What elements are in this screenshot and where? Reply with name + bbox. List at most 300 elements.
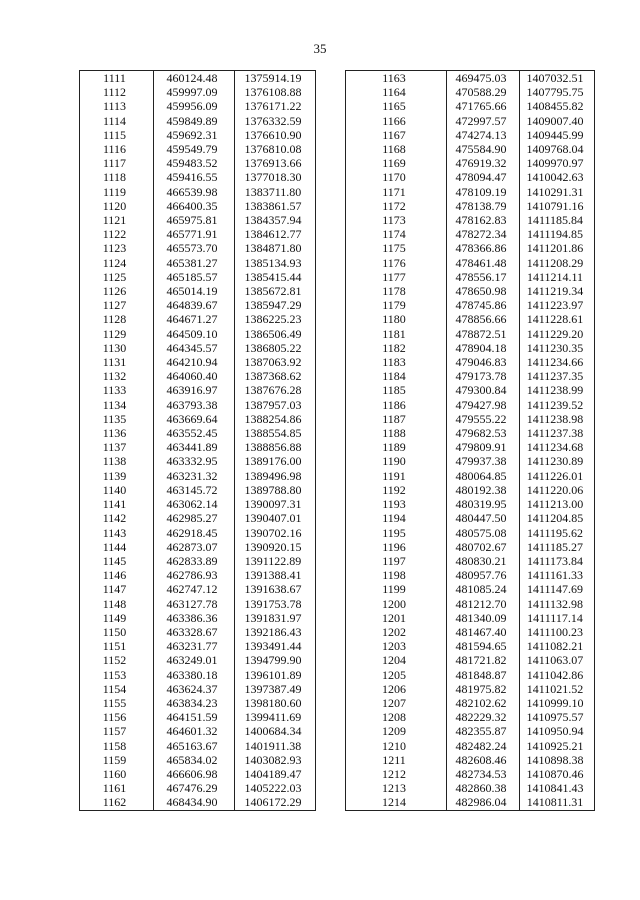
point-id-cell: 1143 — [80, 526, 154, 540]
northing-cell: 1411021.52 — [520, 682, 595, 696]
northing-cell: 1390702.16 — [235, 526, 316, 540]
table-row — [80, 582, 316, 596]
easting-cell: 463669.64 — [154, 412, 235, 426]
point-id-cell: 1123 — [80, 241, 154, 255]
easting-cell: 462985.27 — [154, 511, 235, 525]
point-id-cell: 1113 — [80, 99, 154, 113]
table-row — [346, 142, 595, 156]
point-id-cell: 1156 — [80, 710, 154, 724]
northing-cell: 1410975.57 — [520, 710, 595, 724]
point-id-cell: 1116 — [80, 142, 154, 156]
point-id-cell: 1121 — [80, 213, 154, 227]
easting-cell: 479555.22 — [447, 412, 520, 426]
table-row — [80, 540, 316, 554]
easting-cell: 463916.97 — [154, 383, 235, 397]
easting-cell: 463552.45 — [154, 426, 235, 440]
northing-cell: 1376108.88 — [235, 85, 316, 99]
table-row — [346, 412, 595, 426]
point-id-cell: 1197 — [346, 554, 447, 568]
easting-cell: 480319.95 — [447, 497, 520, 511]
table-row — [346, 483, 595, 497]
table-row — [346, 710, 595, 724]
northing-cell: 1385672.81 — [235, 284, 316, 298]
easting-cell: 459692.31 — [154, 128, 235, 142]
northing-cell: 1410898.38 — [520, 753, 595, 767]
point-id-cell: 1208 — [346, 710, 447, 724]
easting-cell: 466400.35 — [154, 199, 235, 213]
easting-cell: 463249.01 — [154, 653, 235, 667]
point-id-cell: 1204 — [346, 653, 447, 667]
easting-cell: 479300.84 — [447, 383, 520, 397]
northing-cell: 1411223.97 — [520, 298, 595, 312]
easting-cell: 475584.90 — [447, 142, 520, 156]
easting-cell: 462747.12 — [154, 582, 235, 596]
northing-cell: 1393491.44 — [235, 639, 316, 653]
point-id-cell: 1180 — [346, 312, 447, 326]
easting-cell: 482608.46 — [447, 753, 520, 767]
point-id-cell: 1159 — [80, 753, 154, 767]
northing-cell: 1404189.47 — [235, 767, 316, 781]
easting-cell: 465381.27 — [154, 256, 235, 270]
table-row — [346, 298, 595, 312]
table-row — [80, 668, 316, 682]
point-id-cell: 1187 — [346, 412, 447, 426]
table-row — [80, 597, 316, 611]
northing-cell: 1410791.16 — [520, 199, 595, 213]
northing-cell: 1407032.51 — [520, 71, 595, 86]
point-id-cell: 1170 — [346, 170, 447, 184]
table-row — [80, 256, 316, 270]
northing-cell: 1411237.35 — [520, 369, 595, 383]
table-row — [346, 781, 595, 795]
easting-cell: 478904.18 — [447, 341, 520, 355]
table-row — [80, 568, 316, 582]
northing-cell: 1411147.69 — [520, 582, 595, 596]
table-row — [80, 724, 316, 738]
table-row — [80, 454, 316, 468]
table-row — [80, 739, 316, 753]
point-id-cell: 1193 — [346, 497, 447, 511]
table-row — [346, 668, 595, 682]
easting-cell: 482986.04 — [447, 795, 520, 810]
easting-cell: 478109.19 — [447, 185, 520, 199]
table-row — [80, 114, 316, 128]
easting-cell: 464345.57 — [154, 341, 235, 355]
easting-cell: 460124.48 — [154, 71, 235, 86]
table-row — [80, 511, 316, 525]
northing-cell: 1384357.94 — [235, 213, 316, 227]
point-id-cell: 1151 — [80, 639, 154, 653]
easting-cell: 466539.98 — [154, 185, 235, 199]
easting-cell: 464210.94 — [154, 355, 235, 369]
point-id-cell: 1179 — [346, 298, 447, 312]
easting-cell: 464601.32 — [154, 724, 235, 738]
point-id-cell: 1145 — [80, 554, 154, 568]
northing-cell: 1375914.19 — [235, 71, 316, 86]
point-id-cell: 1211 — [346, 753, 447, 767]
northing-cell: 1411239.52 — [520, 398, 595, 412]
northing-cell: 1387957.03 — [235, 398, 316, 412]
easting-cell: 480575.08 — [447, 526, 520, 540]
northing-cell: 1391388.41 — [235, 568, 316, 582]
table-row — [80, 341, 316, 355]
point-id-cell: 1120 — [80, 199, 154, 213]
table-row — [80, 327, 316, 341]
table-row — [346, 398, 595, 412]
northing-cell: 1390097.31 — [235, 497, 316, 511]
point-id-cell: 1146 — [80, 568, 154, 582]
easting-cell: 478650.98 — [447, 284, 520, 298]
northing-cell: 1410950.94 — [520, 724, 595, 738]
northing-cell: 1411185.84 — [520, 213, 595, 227]
point-id-cell: 1130 — [80, 341, 154, 355]
point-id-cell: 1153 — [80, 668, 154, 682]
table-row — [80, 440, 316, 454]
northing-cell: 1411204.85 — [520, 511, 595, 525]
point-id-cell: 1163 — [346, 71, 447, 86]
point-id-cell: 1114 — [80, 114, 154, 128]
northing-cell: 1411226.01 — [520, 469, 595, 483]
easting-cell: 463834.23 — [154, 696, 235, 710]
point-id-cell: 1152 — [80, 653, 154, 667]
easting-cell: 464060.40 — [154, 369, 235, 383]
point-id-cell: 1181 — [346, 327, 447, 341]
point-id-cell: 1185 — [346, 383, 447, 397]
table-row — [346, 85, 595, 99]
easting-cell: 467476.29 — [154, 781, 235, 795]
point-id-cell: 1195 — [346, 526, 447, 540]
point-id-cell: 1166 — [346, 114, 447, 128]
point-id-cell: 1177 — [346, 270, 447, 284]
point-id-cell: 1132 — [80, 369, 154, 383]
table-row — [80, 369, 316, 383]
point-id-cell: 1172 — [346, 199, 447, 213]
northing-cell: 1383861.57 — [235, 199, 316, 213]
northing-cell: 1398180.60 — [235, 696, 316, 710]
northing-cell: 1411229.20 — [520, 327, 595, 341]
point-id-cell: 1206 — [346, 682, 447, 696]
easting-cell: 479173.78 — [447, 369, 520, 383]
table-row — [346, 696, 595, 710]
point-id-cell: 1138 — [80, 454, 154, 468]
point-id-cell: 1202 — [346, 625, 447, 639]
table-row — [346, 71, 595, 86]
easting-cell: 478094.47 — [447, 170, 520, 184]
northing-cell: 1411161.33 — [520, 568, 595, 582]
northing-cell: 1376913.66 — [235, 156, 316, 170]
easting-cell: 462833.89 — [154, 554, 235, 568]
easting-cell: 463793.38 — [154, 398, 235, 412]
table-row — [80, 696, 316, 710]
easting-cell: 471765.66 — [447, 99, 520, 113]
table-row — [346, 753, 595, 767]
table-row — [80, 767, 316, 781]
northing-cell: 1411100.23 — [520, 625, 595, 639]
easting-cell: 463062.14 — [154, 497, 235, 511]
point-id-cell: 1182 — [346, 341, 447, 355]
coordinate-table-right — [345, 70, 595, 811]
point-id-cell: 1212 — [346, 767, 447, 781]
point-id-cell: 1199 — [346, 582, 447, 596]
point-id-cell: 1162 — [80, 795, 154, 810]
point-id-cell: 1201 — [346, 611, 447, 625]
northing-cell: 1399411.69 — [235, 710, 316, 724]
northing-cell: 1391753.78 — [235, 597, 316, 611]
point-id-cell: 1176 — [346, 256, 447, 270]
point-id-cell: 1136 — [80, 426, 154, 440]
easting-cell: 466606.98 — [154, 767, 235, 781]
table-row — [346, 369, 595, 383]
point-id-cell: 1157 — [80, 724, 154, 738]
table-row — [346, 582, 595, 596]
table-row — [80, 753, 316, 767]
northing-cell: 1391122.89 — [235, 554, 316, 568]
table-row — [346, 739, 595, 753]
easting-cell: 482102.62 — [447, 696, 520, 710]
table-row — [346, 114, 595, 128]
table-row — [346, 497, 595, 511]
easting-cell: 482355.87 — [447, 724, 520, 738]
northing-cell: 1409970.97 — [520, 156, 595, 170]
easting-cell: 469475.03 — [447, 71, 520, 86]
point-id-cell: 1117 — [80, 156, 154, 170]
table-row — [346, 312, 595, 326]
easting-cell: 480830.21 — [447, 554, 520, 568]
point-id-cell: 1196 — [346, 540, 447, 554]
northing-cell: 1394799.90 — [235, 653, 316, 667]
point-id-cell: 1150 — [80, 625, 154, 639]
point-id-cell: 1125 — [80, 270, 154, 284]
table-row — [346, 540, 595, 554]
table-row — [346, 355, 595, 369]
northing-cell: 1411208.29 — [520, 256, 595, 270]
northing-cell: 1411219.34 — [520, 284, 595, 298]
easting-cell: 480447.50 — [447, 511, 520, 525]
table-row — [80, 653, 316, 667]
northing-cell: 1411117.14 — [520, 611, 595, 625]
easting-cell: 478138.79 — [447, 199, 520, 213]
easting-cell: 464671.27 — [154, 312, 235, 326]
easting-cell: 463328.67 — [154, 625, 235, 639]
point-id-cell: 1200 — [346, 597, 447, 611]
easting-cell: 480192.38 — [447, 483, 520, 497]
table-row — [80, 554, 316, 568]
point-id-cell: 1190 — [346, 454, 447, 468]
table-row — [346, 724, 595, 738]
easting-cell: 476919.32 — [447, 156, 520, 170]
point-id-cell: 1171 — [346, 185, 447, 199]
point-id-cell: 1155 — [80, 696, 154, 710]
table-row — [346, 341, 595, 355]
table-row — [80, 710, 316, 724]
table-row — [80, 170, 316, 184]
easting-cell: 464151.59 — [154, 710, 235, 724]
table-row — [80, 526, 316, 540]
northing-cell: 1411185.27 — [520, 540, 595, 554]
table-row — [346, 454, 595, 468]
easting-cell: 480702.67 — [447, 540, 520, 554]
point-id-cell: 1194 — [346, 511, 447, 525]
northing-cell: 1386506.49 — [235, 327, 316, 341]
northing-cell: 1384871.80 — [235, 241, 316, 255]
point-id-cell: 1169 — [346, 156, 447, 170]
easting-cell: 478856.66 — [447, 312, 520, 326]
northing-cell: 1390407.01 — [235, 511, 316, 525]
point-id-cell: 1214 — [346, 795, 447, 810]
easting-cell: 470588.29 — [447, 85, 520, 99]
easting-cell: 482482.24 — [447, 739, 520, 753]
point-id-cell: 1137 — [80, 440, 154, 454]
easting-cell: 481721.82 — [447, 653, 520, 667]
northing-cell: 1410925.21 — [520, 739, 595, 753]
northing-cell: 1411194.85 — [520, 227, 595, 241]
easting-cell: 474274.13 — [447, 128, 520, 142]
point-id-cell: 1144 — [80, 540, 154, 554]
northing-cell: 1411195.62 — [520, 526, 595, 540]
table-row — [80, 625, 316, 639]
easting-cell: 463127.78 — [154, 597, 235, 611]
table-row — [346, 199, 595, 213]
easting-cell: 479427.98 — [447, 398, 520, 412]
table-row — [346, 639, 595, 653]
table-row — [80, 128, 316, 142]
northing-cell: 1411214.11 — [520, 270, 595, 284]
point-id-cell: 1173 — [346, 213, 447, 227]
northing-cell: 1411082.21 — [520, 639, 595, 653]
table-row — [346, 270, 595, 284]
point-id-cell: 1213 — [346, 781, 447, 795]
table-row — [80, 142, 316, 156]
easting-cell: 478366.86 — [447, 241, 520, 255]
point-id-cell: 1167 — [346, 128, 447, 142]
table-row — [346, 185, 595, 199]
point-id-cell: 1161 — [80, 781, 154, 795]
easting-cell: 462786.93 — [154, 568, 235, 582]
point-id-cell: 1133 — [80, 383, 154, 397]
northing-cell: 1409768.04 — [520, 142, 595, 156]
point-id-cell: 1183 — [346, 355, 447, 369]
northing-cell: 1376171.22 — [235, 99, 316, 113]
table-row — [80, 781, 316, 795]
table-row — [346, 682, 595, 696]
northing-cell: 1376810.08 — [235, 142, 316, 156]
point-id-cell: 1160 — [80, 767, 154, 781]
northing-cell: 1411234.68 — [520, 440, 595, 454]
table-row — [80, 412, 316, 426]
table-row — [346, 653, 595, 667]
northing-cell: 1389176.00 — [235, 454, 316, 468]
northing-cell: 1410291.31 — [520, 185, 595, 199]
easting-cell: 463441.89 — [154, 440, 235, 454]
table-row — [346, 213, 595, 227]
point-id-cell: 1209 — [346, 724, 447, 738]
easting-cell: 482229.32 — [447, 710, 520, 724]
easting-cell: 459997.09 — [154, 85, 235, 99]
point-id-cell: 1154 — [80, 682, 154, 696]
table-row — [346, 128, 595, 142]
easting-cell: 465834.02 — [154, 753, 235, 767]
easting-cell: 465185.57 — [154, 270, 235, 284]
table-row — [346, 327, 595, 341]
northing-cell: 1384612.77 — [235, 227, 316, 241]
point-id-cell: 1112 — [80, 85, 154, 99]
table-row — [80, 611, 316, 625]
easting-cell: 481212.70 — [447, 597, 520, 611]
easting-cell: 478162.83 — [447, 213, 520, 227]
northing-cell: 1389496.98 — [235, 469, 316, 483]
easting-cell: 468434.90 — [154, 795, 235, 810]
table-row — [80, 383, 316, 397]
northing-cell: 1411063.07 — [520, 653, 595, 667]
northing-cell: 1403082.93 — [235, 753, 316, 767]
table-row — [346, 767, 595, 781]
table-row — [80, 227, 316, 241]
easting-cell: 463231.32 — [154, 469, 235, 483]
table-row — [80, 71, 316, 86]
table-row — [80, 497, 316, 511]
northing-cell: 1410841.43 — [520, 781, 595, 795]
easting-cell: 482734.53 — [447, 767, 520, 781]
easting-cell: 463145.72 — [154, 483, 235, 497]
northing-cell: 1411230.89 — [520, 454, 595, 468]
point-id-cell: 1158 — [80, 739, 154, 753]
point-id-cell: 1198 — [346, 568, 447, 582]
table-row — [80, 99, 316, 113]
northing-cell: 1388254.86 — [235, 412, 316, 426]
easting-cell: 478461.48 — [447, 256, 520, 270]
northing-cell: 1385134.93 — [235, 256, 316, 270]
northing-cell: 1396101.89 — [235, 668, 316, 682]
table-row — [80, 639, 316, 653]
northing-cell: 1387063.92 — [235, 355, 316, 369]
easting-cell: 481340.09 — [447, 611, 520, 625]
table-row — [80, 483, 316, 497]
table-row — [80, 185, 316, 199]
northing-cell: 1411132.98 — [520, 597, 595, 611]
table-row — [80, 156, 316, 170]
table-row — [346, 156, 595, 170]
easting-cell: 459956.09 — [154, 99, 235, 113]
northing-cell: 1411230.35 — [520, 341, 595, 355]
easting-cell: 465771.91 — [154, 227, 235, 241]
northing-cell: 1389788.80 — [235, 483, 316, 497]
table-row — [346, 440, 595, 454]
table-row — [80, 284, 316, 298]
table-row — [346, 526, 595, 540]
easting-cell: 481848.87 — [447, 668, 520, 682]
northing-cell: 1386225.23 — [235, 312, 316, 326]
point-id-cell: 1141 — [80, 497, 154, 511]
easting-cell: 465163.67 — [154, 739, 235, 753]
easting-cell: 464509.10 — [154, 327, 235, 341]
easting-cell: 463231.77 — [154, 639, 235, 653]
table-row — [80, 398, 316, 412]
point-id-cell: 1128 — [80, 312, 154, 326]
point-id-cell: 1165 — [346, 99, 447, 113]
point-id-cell: 1203 — [346, 639, 447, 653]
table-row — [346, 469, 595, 483]
northing-cell: 1411234.66 — [520, 355, 595, 369]
northing-cell: 1385415.44 — [235, 270, 316, 284]
northing-cell: 1411220.06 — [520, 483, 595, 497]
point-id-cell: 1149 — [80, 611, 154, 625]
easting-cell: 459416.55 — [154, 170, 235, 184]
easting-cell: 463332.95 — [154, 454, 235, 468]
northing-cell: 1383711.80 — [235, 185, 316, 199]
table-row — [346, 227, 595, 241]
easting-cell: 463386.36 — [154, 611, 235, 625]
northing-cell: 1391831.97 — [235, 611, 316, 625]
